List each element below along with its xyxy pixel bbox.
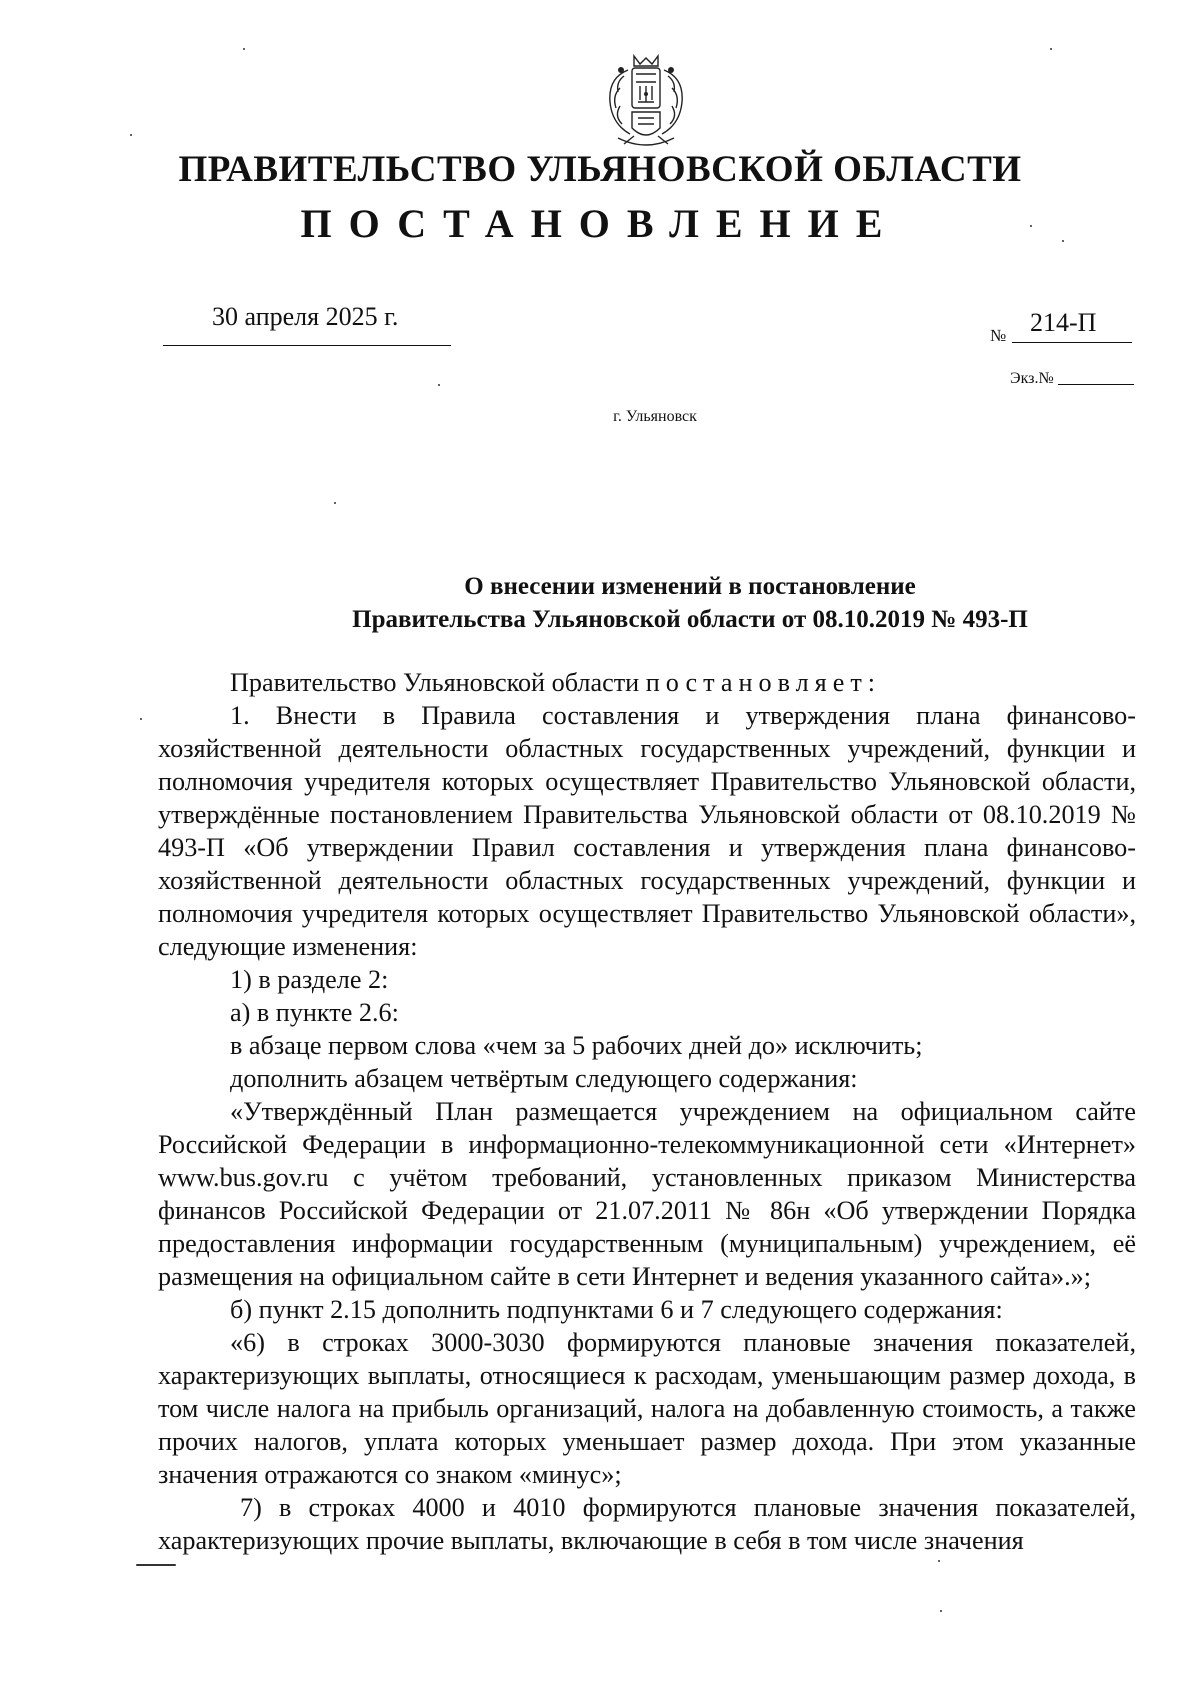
preamble-prefix: Правительство Ульяновской области <box>230 668 646 697</box>
number-underline <box>1012 342 1132 343</box>
paragraph-3: а) в пункте 2.6: <box>230 998 399 1027</box>
scan-speck <box>130 134 132 136</box>
organization-title: ПРАВИТЕЛЬСТВО УЛЬЯНОВСКОЙ ОБЛАСТИ <box>178 149 1022 190</box>
scan-speck <box>938 1560 940 1562</box>
coat-of-arms-icon <box>594 52 698 156</box>
subject-line-1: О внесении изменений в постановление <box>464 573 916 600</box>
paragraph-9: 7) в строках 4000 и 4010 формируются плановые значения показателей, характеризующих прочие выплаты, включающие в себя в том числе значения <box>158 1493 1136 1555</box>
scan-speck <box>438 384 440 386</box>
scan-speck <box>1030 225 1032 227</box>
document-date: 30 апреля 2025 г. <box>212 302 399 331</box>
scan-speck <box>334 502 336 504</box>
scan-speck <box>243 48 245 50</box>
document-number: 214-П <box>1030 308 1097 337</box>
preamble <box>158 666 1136 699</box>
paragraph-1: 1. Внести в Правила составления и утверждения плана финансово-хозяйственной деятельности областных государственных учреждений, функции и полномочия учредителя которых осуществляет Правительство Ульяновской области, утверждённые постановлением Правительства Ульяновской области от 08.10.2019 № 493-П «Об утверждении Правил составления и утверждения плана финансово-хозяйственной деятельности областных государственных учреждений, функции и полномочия учредителя которых осуществляет Правительство Ульяновской области», следующие изменения: <box>158 701 1136 961</box>
paragraph-7: б) пункт 2.15 дополнить подпунктами 6 и 7 следующего содержания: <box>230 1295 1003 1324</box>
copy-number-underline <box>1058 384 1134 385</box>
scan-speck <box>940 1610 942 1612</box>
scan-speck <box>140 718 142 720</box>
document-type-title: ПОСТАНОВЛЕНИЕ <box>300 201 900 246</box>
date-underline <box>163 345 451 346</box>
scan-speck <box>1050 48 1052 50</box>
scan-speck <box>136 1564 176 1566</box>
paragraph-4: в абзаце первом слова «чем за 5 рабочих дней до» исключить; <box>230 1031 923 1060</box>
copy-number-label: Экз.№ <box>1010 370 1054 387</box>
paragraph-6: «Утверждённый План размещается учреждением на официальном сайте Российской Федерации в информационно-телекоммуникационной сети «Интернет» www.bus.gov.ru с учётом требований, установленных приказом Министерства финансов Российской Федерации от 21.07.2011 № 86н «Об утверждении Порядка предоставления информации государственным (муниципальным) учреждением, её размещения на официальном сайте в сети Интернет и ведения указанного сайта».»; <box>158 1097 1136 1291</box>
city: г. Ульяновск <box>613 408 697 425</box>
scan-speck <box>1062 240 1064 242</box>
number-label: № <box>990 326 1007 345</box>
paragraph-2: 1) в разделе 2: <box>230 965 389 994</box>
paragraph-5: дополнить абзацем четвёртым следующего содержания: <box>230 1064 858 1093</box>
subject-line-2: Правительства Ульяновской области от 08.10.2019 № 493-П <box>352 606 1028 633</box>
document-subject <box>0 570 1200 636</box>
paragraph-8: «6) в строках 3000-3030 формируются плановые значения показателей, характеризующих выплаты, относящиеся к расходам, уменьшающим размер дохода, в том числе налога на прибыль организаций, налога на добавленную стоимость, а также прочих налогов, уплата которых уменьшает размер дохода. При этом указанные значения отражаются со знаком «минус»; <box>158 1328 1136 1489</box>
preamble-verb: постановляет: <box>645 668 882 697</box>
document-body <box>158 666 1136 1557</box>
